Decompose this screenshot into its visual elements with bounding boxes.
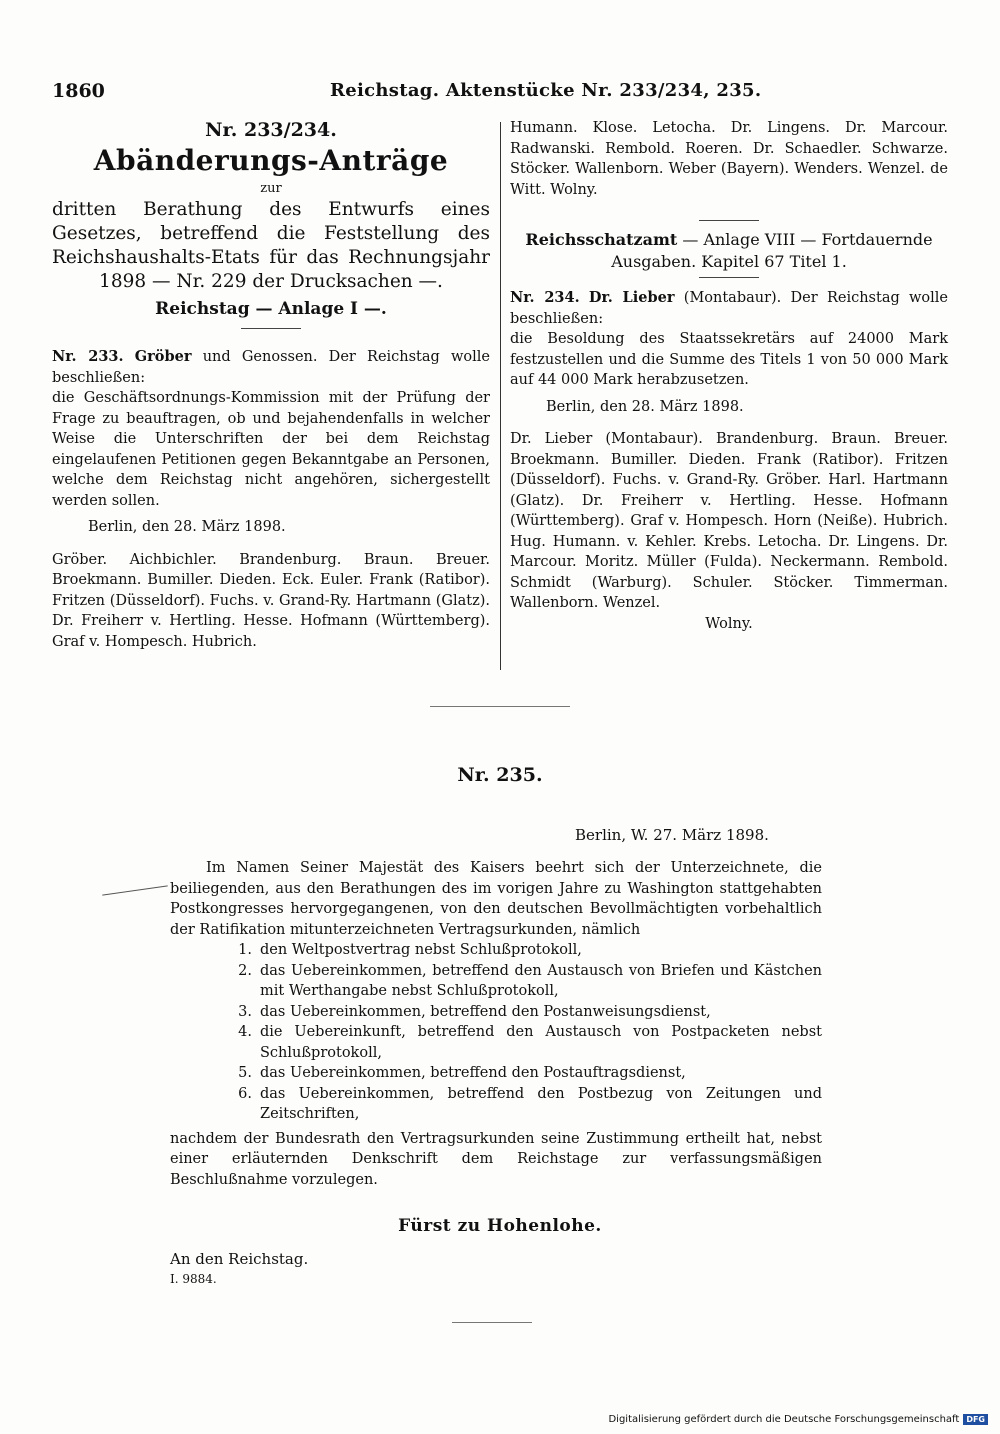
left-column	[52, 118, 490, 652]
motion-234-signatories-last: Wolny.	[705, 615, 753, 632]
subheading: Reichstag — Anlage I —.	[155, 299, 387, 319]
list-item-text: das Uebereinkommen, betreffend den Postbezug von Zeitungen und Zeitschriften,	[260, 1085, 822, 1122]
doc-number-233-234: Nr. 233/234.	[205, 119, 337, 141]
motion-intro-text: und Genossen. Der Reichstag wolle beschließen:	[52, 349, 491, 386]
end-divider	[452, 1322, 532, 1323]
section-title-rest: — Anlage VIII — Fortdauernde Ausgaben. Kapitel 67 Titel 1.	[611, 230, 933, 271]
motion-number: Nr. 233.	[52, 348, 124, 365]
list-item-text: das Uebereinkommen, betreffend den Postanweisungsdienst,	[260, 1003, 711, 1020]
list-item-text: den Weltpostvertrag nebst Schlußprotokoll,	[260, 942, 582, 958]
treaty-list-item	[170, 1084, 822, 1125]
letter-body	[170, 858, 822, 1190]
separator	[699, 220, 759, 221]
letter-intro: Im Namen Seiner Majestät des Kaisers beehrt sich der Unterzeichnete, die beiliegenden, aus den Berathungen des im vorigen Jahre zu Washington stattgehabten Postkongresses hervorgegangenen, von den deutschen Bevollmächtigten vorbehaltlich der Ratifikation mitunterzeichneten Vertragsurkunden, nämlich	[170, 860, 822, 938]
margin-mark	[102, 885, 167, 895]
motion-number: Nr. 234.	[510, 289, 580, 306]
dfg-logo: DFG	[963, 1414, 988, 1425]
section-divider	[430, 706, 570, 707]
motion-234-signatories: Dr. Lieber (Montabaur). Brandenburg. Braun. Breuer. Broekmann. Bumiller. Dieden. Frank (Ratibor). Fritzen (Düsseldorf). Fuchs. v. Grand-Ry. Gröber. Harl. Hartmann (Glatz). Dr. Freiherr v. Hertling. Hesse. Hofmann (Württemberg). Graf v. Hompesch. Horn (Neiße). Hubrich. Hug. Humann. v. Kehler. Krebs. Letocha. Dr. Lingens. Dr. Marcour. Moritz. Müller (Fulda). Neckermann. Rembold. Schmidt (Warburg). Schuler. Stöcker. Timmerman. Wallenborn. Wenzel.	[510, 431, 948, 611]
letter-closing: nachdem der Bundesrath den Vertragsurkunden seine Zustimmung ertheilt hat, nebst einer erläuternden Denkschrift dem Reichstage zur verfassungsmäßigen Beschlußnahme vorzulegen.	[170, 1130, 822, 1188]
footer	[608, 1414, 988, 1425]
list-item-number: 3.	[238, 1003, 252, 1020]
reference-number: I. 9884.	[170, 1272, 217, 1286]
lead-text: dritten Berathung des Entwurfs eines Gesetzes, betreffend die Feststellung des Reichshaushalts-Etats für das Rechnungsjahr 1898 — Nr. 229 der Drucksachen —.	[52, 199, 490, 292]
list-item-number: 4.	[238, 1024, 252, 1040]
motion-234-date: Berlin, den 28. März 1898.	[546, 398, 744, 415]
treaty-list-item	[170, 1063, 822, 1084]
section-title	[510, 229, 948, 273]
motion-233-intro	[52, 347, 490, 388]
continued-signatories: Humann. Klose. Letocha. Dr. Lingens. Dr. Marcour. Radwanski. Rembold. Roeren. Dr. Schaedler. Schwarze. Stöcker. Wallenborn. Weber (Bayern). Wenders. Wenzel. de Witt. Wolny.	[510, 120, 948, 198]
separator	[699, 277, 759, 278]
doc-number-235: Nr. 235.	[457, 764, 543, 786]
treaty-list-item	[170, 1022, 822, 1063]
list-item-text: das Uebereinkommen, betreffend den Postauftragsdienst,	[260, 1065, 686, 1081]
treaty-list	[170, 940, 822, 1125]
list-item-number: 6.	[238, 1085, 252, 1102]
running-title: Reichstag. Aktenstücke Nr. 233/234, 235.	[330, 80, 762, 101]
treaty-list-item	[170, 961, 822, 1002]
motion-author: Gröber	[134, 348, 192, 365]
motion-234-intro	[510, 288, 948, 329]
treaty-list-item	[170, 1002, 822, 1023]
section-title-bold: Reichsschatzamt	[525, 230, 678, 249]
page-number: 1860	[52, 80, 105, 102]
dateline: Berlin, W. 27. März 1898.	[575, 826, 769, 844]
right-column	[510, 118, 948, 634]
motion-author: Dr. Lieber	[588, 289, 675, 306]
motion-234-text: die Besoldung des Staatssekretärs auf 24000 Mark festzustellen und die Summe des Titels 1 von 50 000 Mark auf 44 000 Mark herabzusetzen.	[510, 331, 948, 388]
list-item-number: 5.	[238, 1065, 252, 1081]
separator	[241, 328, 301, 329]
list-item-text: die Uebereinkunft, betreffend den Austausch von Postpacketen nebst Schlußprotokoll,	[260, 1024, 822, 1061]
column-divider	[500, 122, 501, 670]
motion-233-date: Berlin, den 28. März 1898.	[88, 519, 286, 535]
motion-233-signatories: Gröber. Aichbichler. Brandenburg. Braun. Breuer. Broekmann. Bumiller. Dieden. Eck. Euler. Frank (Ratibor). Fritzen (Düsseldorf). Fuchs. v. Grand-Ry. Hartmann (Glatz). Dr. Freiherr v. Hertling. Hesse. Hofmann (Württemberg). Graf v. Hompesch. Hubrich.	[52, 551, 490, 650]
treaty-list-item	[170, 940, 822, 961]
list-item-number: 2.	[238, 962, 252, 979]
motion-intro-text: (Montabaur). Der Reichstag wolle beschließen:	[510, 290, 949, 327]
motion-233-text: die Geschäftsordnungs-Kommission mit der Prüfung der Frage zu beauftragen, ob und bejahendenfalls in welcher Weise die Unterschriften der bei dem Reichstag eingelaufenen Petitionen gegen Bekanntgabe an Personen, welche dem Reichstag nicht angehören, sichergestellt werden sollen.	[52, 390, 490, 509]
list-item-text: das Uebereinkommen, betreffend den Austausch von Briefen und Kästchen mit Werthangabe nebst Schlußprotokoll,	[260, 962, 822, 999]
section-heading: Abänderungs-Anträge	[93, 144, 449, 177]
list-item-number: 1.	[238, 942, 252, 958]
signature: Fürst zu Hohenlohe.	[398, 1216, 602, 1236]
heading-connector: zur	[260, 181, 282, 196]
addressee: An den Reichstag.	[170, 1250, 309, 1268]
footer-text: Digitalisierung gefördert durch die Deutsche Forschungsgemeinschaft	[608, 1414, 960, 1425]
